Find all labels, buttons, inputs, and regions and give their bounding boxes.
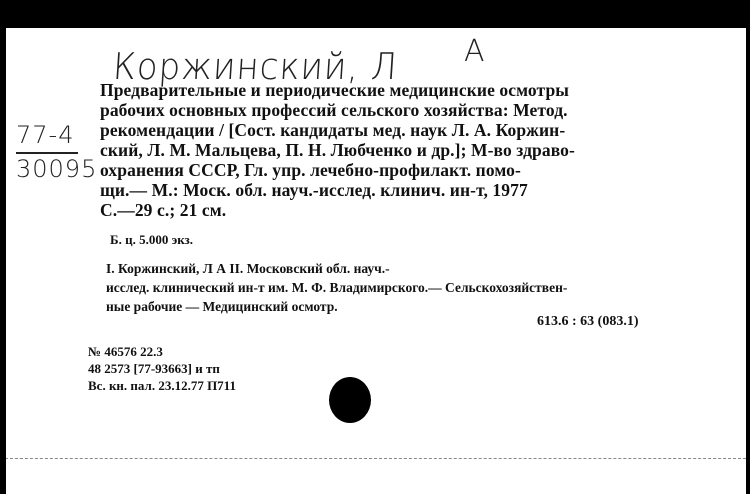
shelf-mark (16, 120, 97, 184)
description-line: охранения СССР, Гл. упр. лечебно-профилакт. помо- (100, 160, 521, 180)
card-number-line: 48 2573 [77-93663] и тп (88, 361, 220, 376)
shelf-mark-rule (16, 152, 78, 154)
tracing-line: исслед. клинический ин-т им. М. Ф. Владимирского.— Сельскохозяйствен- (106, 280, 568, 295)
tracing-line: I. Коржинский, Л А II. Московский обл. науч.- (106, 261, 390, 276)
description-line: рабочих основных профессий сельского хозяйства: Метод. (100, 100, 568, 120)
shelf-mark-bottom: 30095 (16, 155, 98, 183)
bibliographic-description (100, 80, 655, 220)
card-number-line: Вс. кн. пал. 23.12.77 П711 (88, 378, 236, 393)
tracings (106, 259, 661, 316)
punch-hole (329, 377, 371, 423)
handwritten-author: Коржинский, Л (111, 45, 400, 89)
description-line: рекомендации / [Сост. кандидаты мед. наук Л. А. Коржин- (100, 120, 566, 140)
catalog-card (0, 28, 746, 494)
shelf-mark-top: 77-4 (16, 121, 75, 149)
scan-border (0, 0, 6, 494)
description-line: С.—29 с.; 21 см. (100, 200, 227, 220)
description-line: ский, Л. М. Мальцева, П. Н. Любченко и др.]; М-во здраво- (100, 140, 575, 160)
card-speckle (0, 458, 746, 461)
price-line: Б. ц. 5.000 экз. (110, 232, 193, 247)
description-line: щи.— М.: Моск. обл. науч.-исслед. клинич. ин-т, 1977 (100, 180, 528, 200)
udc-code: 613.6 : 63 (083.1) (537, 314, 639, 329)
card-numbers (88, 343, 236, 394)
handwritten-mark: А (464, 34, 486, 69)
description-line: Предварительные и периодические медицинские осмотры (100, 80, 570, 100)
card-number-line: № 46576 22.3 (88, 344, 163, 359)
tracing-line: ные рабочие — Медицинский осмотр. (106, 299, 338, 314)
